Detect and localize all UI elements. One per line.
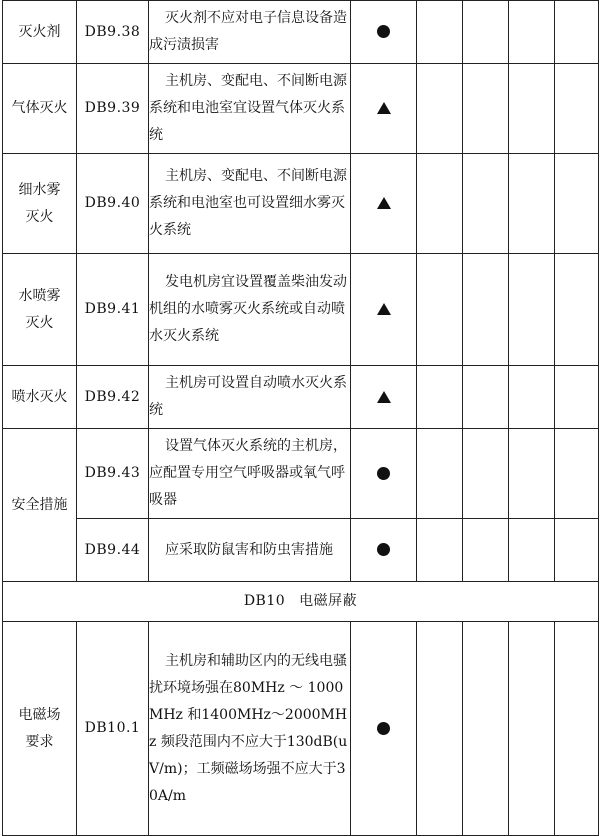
mark-cell bbox=[351, 429, 417, 519]
table-row bbox=[3, 64, 599, 154]
blank-cell bbox=[555, 1, 599, 64]
table-row bbox=[3, 622, 599, 836]
blank-cell bbox=[509, 622, 555, 836]
blank-cell bbox=[463, 254, 509, 366]
code-cell: DB9.43 bbox=[77, 429, 149, 519]
filled-circle-icon bbox=[377, 722, 390, 735]
mark-cell bbox=[351, 254, 417, 366]
category-text: 水喷雾灭火 bbox=[18, 287, 61, 331]
requirement-cell bbox=[149, 366, 351, 429]
blank-cell bbox=[463, 1, 509, 64]
code-cell: DB9.44 bbox=[77, 519, 149, 582]
filled-circle-icon bbox=[377, 25, 390, 38]
blank-cell bbox=[555, 429, 599, 519]
mark-cell bbox=[351, 366, 417, 429]
category-cell bbox=[3, 254, 77, 366]
code-cell: DB9.39 bbox=[77, 64, 149, 154]
code-cell: DB9.42 bbox=[77, 366, 149, 429]
table-row bbox=[3, 519, 599, 582]
requirement-text: 应采取防鼠害和防虫害措施 bbox=[165, 541, 333, 558]
requirement-cell bbox=[149, 429, 351, 519]
category-cell: 喷水灭火 bbox=[3, 366, 77, 429]
standards-table-page bbox=[2, 0, 598, 829]
section-row bbox=[3, 582, 599, 622]
mark-cell bbox=[351, 519, 417, 582]
requirement-cell bbox=[149, 519, 351, 582]
section-code: DB10 bbox=[243, 593, 286, 609]
requirement-cell bbox=[149, 254, 351, 366]
blank-cell bbox=[417, 519, 463, 582]
mark-cell bbox=[351, 154, 417, 254]
category-cell: 灭火剂 bbox=[3, 1, 77, 64]
blank-cell bbox=[555, 519, 599, 582]
blank-cell bbox=[509, 64, 555, 154]
blank-cell bbox=[417, 622, 463, 836]
blank-cell bbox=[555, 254, 599, 366]
blank-cell bbox=[555, 622, 599, 836]
requirement-text: 主机房和辅助区内的无线电骚扰环境场强在80MHz ～ 1000MHz 和1400MHz～2000MHz 频段范围内不应大于130dB(uV/m)；工频磁场场强不应大于30A/m bbox=[149, 652, 348, 804]
blank-cell bbox=[417, 64, 463, 154]
filled-triangle-icon bbox=[377, 102, 391, 114]
code-cell: DB9.38 bbox=[77, 1, 149, 64]
blank-cell bbox=[509, 366, 555, 429]
table-row bbox=[3, 154, 599, 254]
blank-cell bbox=[509, 254, 555, 366]
requirement-text: 主机房、变配电、不间断电源系统和电池室宜设置气体灭火系统 bbox=[149, 73, 347, 143]
category-text: 电磁场要求 bbox=[18, 706, 61, 750]
requirements-table bbox=[2, 0, 599, 836]
filled-circle-icon bbox=[377, 543, 390, 556]
table-row bbox=[3, 429, 599, 519]
filled-circle-icon bbox=[377, 467, 390, 480]
blank-cell bbox=[509, 519, 555, 582]
code-cell: DB9.40 bbox=[77, 154, 149, 254]
blank-cell bbox=[463, 622, 509, 836]
blank-cell bbox=[509, 429, 555, 519]
category-cell bbox=[3, 154, 77, 254]
blank-cell bbox=[555, 154, 599, 254]
mark-cell bbox=[351, 64, 417, 154]
blank-cell bbox=[509, 1, 555, 64]
blank-cell bbox=[417, 254, 463, 366]
category-cell: 气体灭火 bbox=[3, 64, 77, 154]
filled-triangle-icon bbox=[377, 391, 391, 403]
requirement-text: 主机房、变配电、不间断电源系统和电池室也可设置细水雾灭火系统 bbox=[149, 168, 347, 238]
requirement-cell bbox=[149, 64, 351, 154]
blank-cell bbox=[463, 154, 509, 254]
blank-cell bbox=[509, 154, 555, 254]
blank-cell bbox=[417, 429, 463, 519]
blank-cell bbox=[417, 366, 463, 429]
code-cell: DB10.1 bbox=[77, 622, 149, 836]
category-cell: 安全措施 bbox=[3, 429, 77, 582]
blank-cell bbox=[417, 1, 463, 64]
requirement-cell bbox=[149, 154, 351, 254]
requirement-text: 设置气体灭火系统的主机房，应配置专用空气呼吸器或氧气呼吸器 bbox=[149, 438, 347, 508]
filled-triangle-icon bbox=[377, 303, 391, 315]
blank-cell bbox=[463, 64, 509, 154]
table-row bbox=[3, 1, 599, 64]
category-cell bbox=[3, 622, 77, 836]
requirement-text: 主机房可设置自动喷水灭火系统 bbox=[149, 375, 347, 418]
mark-cell bbox=[351, 1, 417, 64]
requirement-cell bbox=[149, 1, 351, 64]
blank-cell bbox=[555, 64, 599, 154]
requirement-text: 灭火剂不应对电子信息设备造成污渍损害 bbox=[149, 10, 347, 53]
blank-cell bbox=[463, 519, 509, 582]
category-text: 细水雾灭火 bbox=[18, 181, 61, 225]
section-title: 电磁屏蔽 bbox=[299, 593, 358, 609]
table-row bbox=[3, 254, 599, 366]
section-header bbox=[3, 582, 599, 622]
blank-cell bbox=[463, 429, 509, 519]
requirement-cell bbox=[149, 622, 351, 836]
filled-triangle-icon bbox=[377, 197, 391, 209]
mark-cell bbox=[351, 622, 417, 836]
blank-cell bbox=[463, 366, 509, 429]
blank-cell bbox=[417, 154, 463, 254]
requirement-text: 发电机房宜设置覆盖柴油发动机组的水喷雾灭火系统或自动喷水灭火系统 bbox=[149, 274, 347, 344]
table-row bbox=[3, 366, 599, 429]
blank-cell bbox=[555, 366, 599, 429]
code-cell: DB9.41 bbox=[77, 254, 149, 366]
